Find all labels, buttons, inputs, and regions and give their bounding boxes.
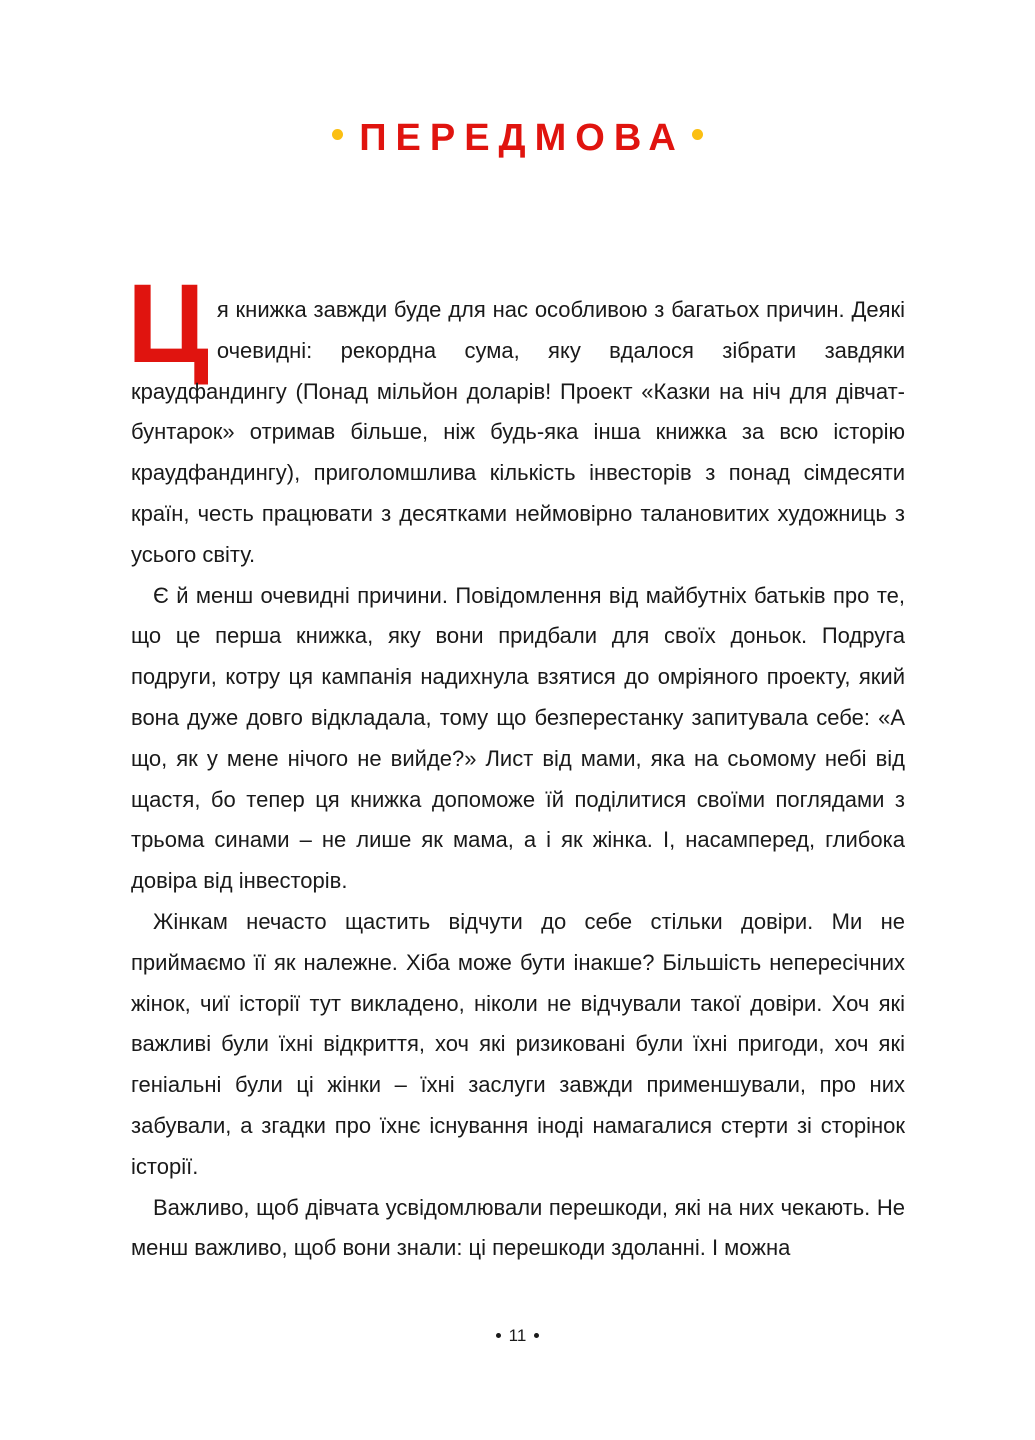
page-number: 11: [508, 1326, 527, 1345]
page-footer: [0, 1324, 1035, 1348]
paragraph-1-text: я книжка завжди буде для нас особливою з багатьох причин. Деякі очевидні: рекордна сума, яку вдалося зібрати завдяки краудфандингу (Понад мільйон доларів! Проект «Казки на ніч для дівчат-бунтарок» отримав більше, ніж будь-яка інша книжка за всю історію краудфандингу), приголомшлива кількість інвесторів з понад сімдесяти країн, честь працювати з десятками неймовірно талановитих художниць з усього світу.: [131, 297, 905, 567]
left-dot-ornament: [332, 129, 343, 140]
footer-dot-right: [534, 1333, 539, 1338]
chapter-heading: [0, 108, 1035, 166]
drop-cap: Ц: [127, 261, 209, 386]
chapter-title: ПЕРЕДМОВА: [359, 116, 685, 159]
footer-dot-left: [496, 1333, 501, 1338]
body-text: [127, 261, 905, 1269]
paragraph-1: [127, 261, 905, 576]
paragraph-3: Жінкам нечасто щастить відчути до себе стільки довіри. Ми не приймаємо її як належне. Хіба може бути інакше? Більшість непересічних жінок, чиї історії тут викладено, ніколи не відчували такої довіри. Хоч які важливі були їхні відкриття, хоч які ризиковані були їхні пригоди, хоч які геніальні були ці жінки – їхні заслуги завжди применшували, про них забували, а згадки про їхнє існування іноді намагалися стерти зі сторінок історії.: [131, 908, 905, 1179]
right-dot-ornament: [692, 129, 703, 140]
paragraph-2: Є й менш очевидні причини. Повідомлення від майбутніх батьків про те, що це перша книжка, яку вони придбали для своїх доньок. Подруга подруги, котру ця кампанія надихнула взятися до омріяного проекту, який вона дуже довго відкладала, тому що безперестанку запитувала себе: «А що, як у мене нічого не вийде?» Лист від мами, яка на сьомому небі від щастя, бо тепер ця книжка допоможе їй поділитися своїми поглядами з трьома синами – не лише як мама, а і як жінка. І, насамперед, глибока довіра від інвесторів.: [131, 582, 905, 894]
paragraph-4: Важливо, щоб дівчата усвідомлювали перешкоди, які на них чекають. Не менш важливо, щоб вони знали: ці перешкоди здоланні. І можна: [131, 1194, 905, 1261]
